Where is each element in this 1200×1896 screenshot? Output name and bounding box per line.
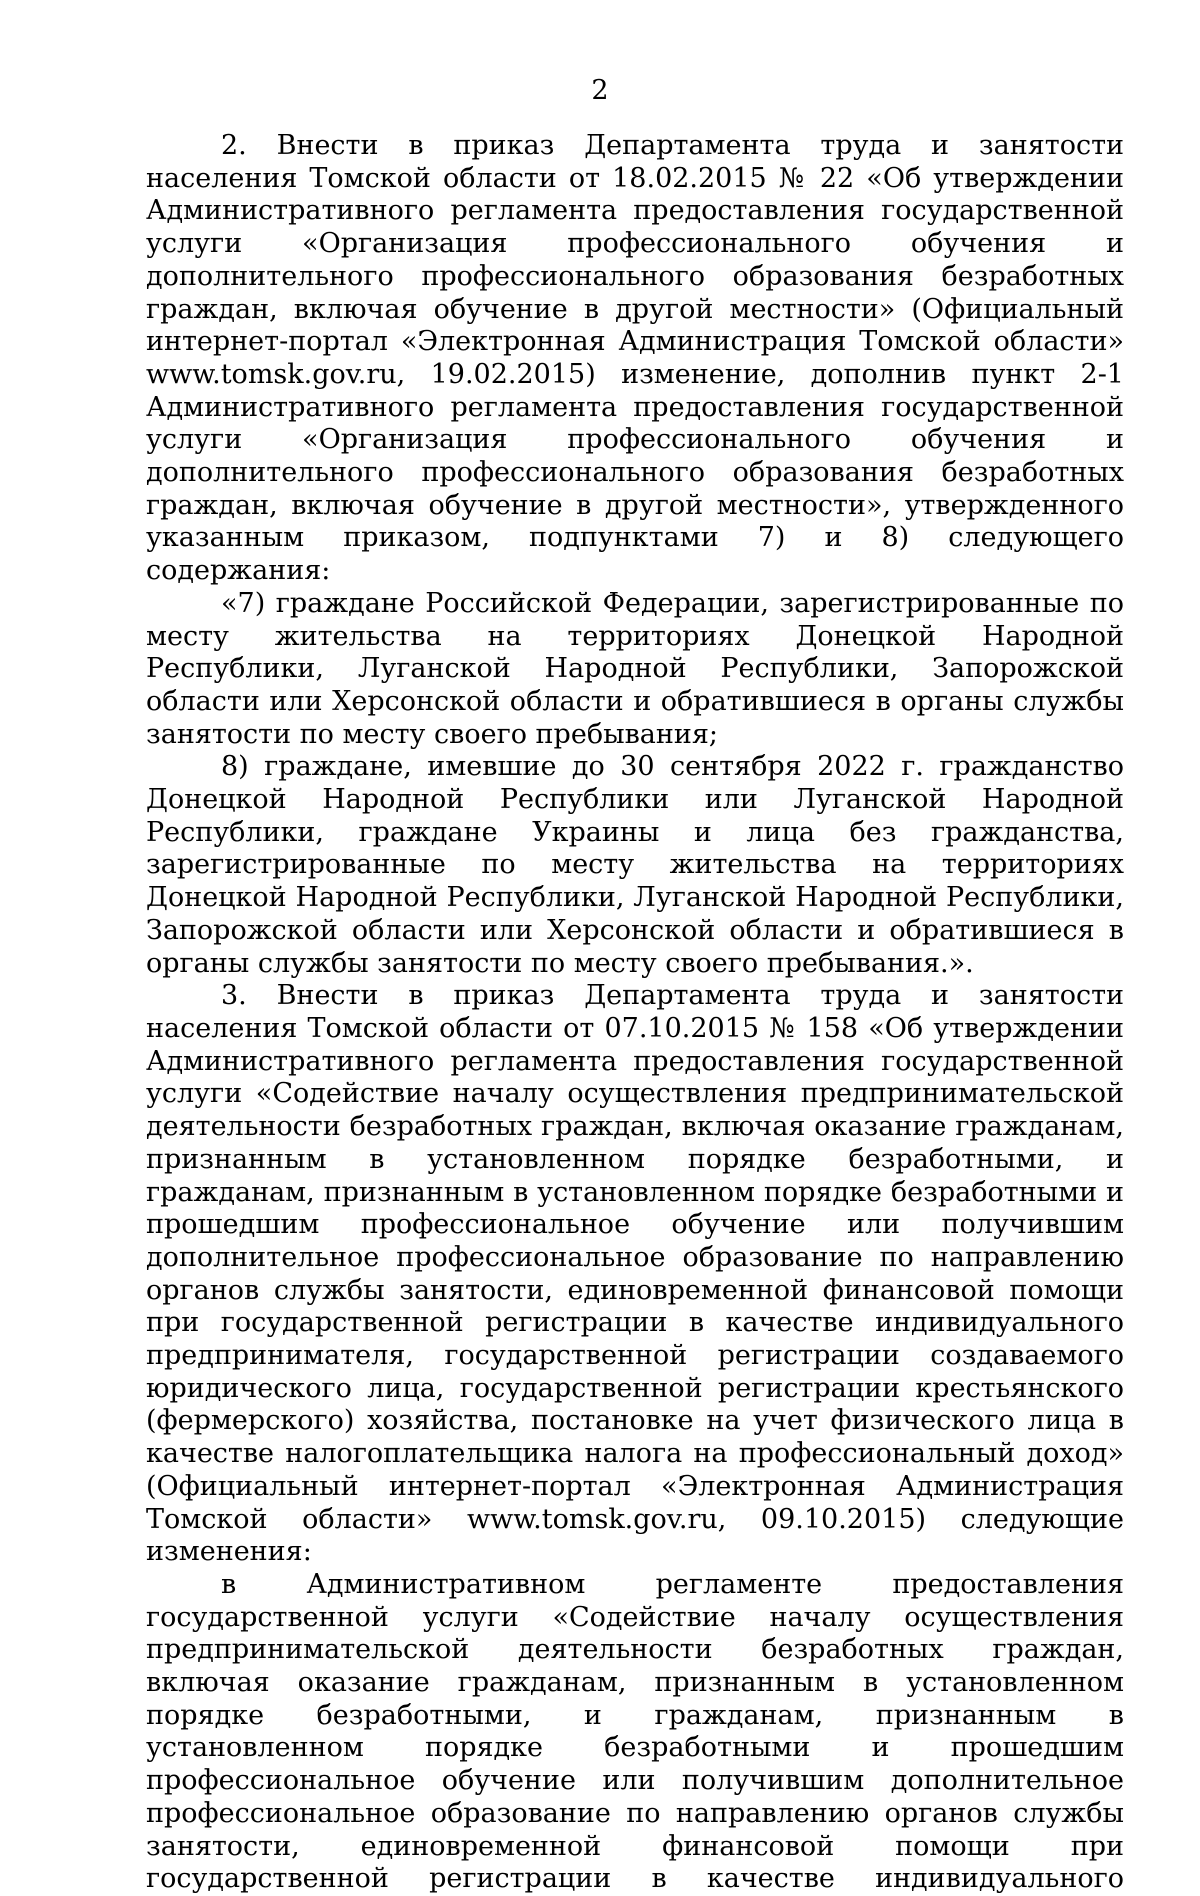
paragraph-item-2: 2. Внести в приказ Департамента труда и занятости населения Томской области от 18.02.2015 № 22 «Об утверждении Административного регламента предоставления государственной услуги «Организация профессионального обучения и дополнительного профессионального образования безработных граждан, включая обучение в другой местности» (Официальный интернет-портал «Электронная Администрация Томской области» www.tomsk.gov.ru, 19.02.2015) изменение, дополнив пункт 2-1 Административного регламента предоставления государственной услуги «Организация профессионального обучения и дополнительного профессионального образования безработных граждан, включая обучение в другой местности», утвержденного указанным приказом, подпунктами 7) и 8) следующего содержания: <box>146 130 1124 587</box>
paragraph-regulation-change: в Административном регламенте предоставления государственной услуги «Содействие началу осуществления предпринимательской деятельности безработных граждан, включая оказание гражданам, признанным в установленном порядке безработными, и гражданам, признанным в установленном порядке безработными и прошедшим профессиональное обучение или получившим дополнительное профессиональное образование по направлению органов службы занятости, единовременной финансовой помощи при государственной регистрации в качестве индивидуального <box>146 1568 1124 1895</box>
paragraph-subitem-8: 8) граждане, имевшие до 30 сентября 2022 г. гражданство Донецкой Народной Республики или Луганской Народной Республики, граждане Украины и лица без гражданства, зарегистрированные по месту жительства на территориях Донецкой Народной Республики, Луганской Народной Республики, Запорожской области или Херсонской области и обратившиеся в органы службы занятости по месту своего пребывания.». <box>146 751 1124 979</box>
page-number: 2 <box>591 75 609 106</box>
paragraph-subitem-7: «7) граждане Российской Федерации, зарегистрированные по месту жительства на территориях Донецкой Народной Республики, Луганской Народной Республики, Запорожской области или Херсонской области и обратившиеся в органы службы занятости по месту своего пребывания; <box>146 587 1124 750</box>
document-body <box>146 130 1124 1896</box>
paragraph-item-3: 3. Внести в приказ Департамента труда и занятости населения Томской области от 07.10.2015 № 158 «Об утверждении Административного регламента предоставления государственной услуги «Содействие началу осуществления предпринимательской деятельности безработных граждан, включая оказание гражданам, признанным в установленном порядке безработными, и гражданам, признанным в установленном порядке безработными и прошедшим профессиональное обучение или получившим дополнительное профессиональное образование по направлению органов службы занятости, единовременной финансовой помощи при государственной регистрации в качестве индивидуального предпринимателя, государственной регистрации создаваемого юридического лица, государственной регистрации крестьянского (фермерского) хозяйства, постановке на учет физического лица в качестве налогоплательщика налога на профессиональный доход» (Официальный интернет-портал «Электронная Администрация Томской области» www.tomsk.gov.ru, 09.10.2015) следующие изменения: <box>146 980 1124 1568</box>
